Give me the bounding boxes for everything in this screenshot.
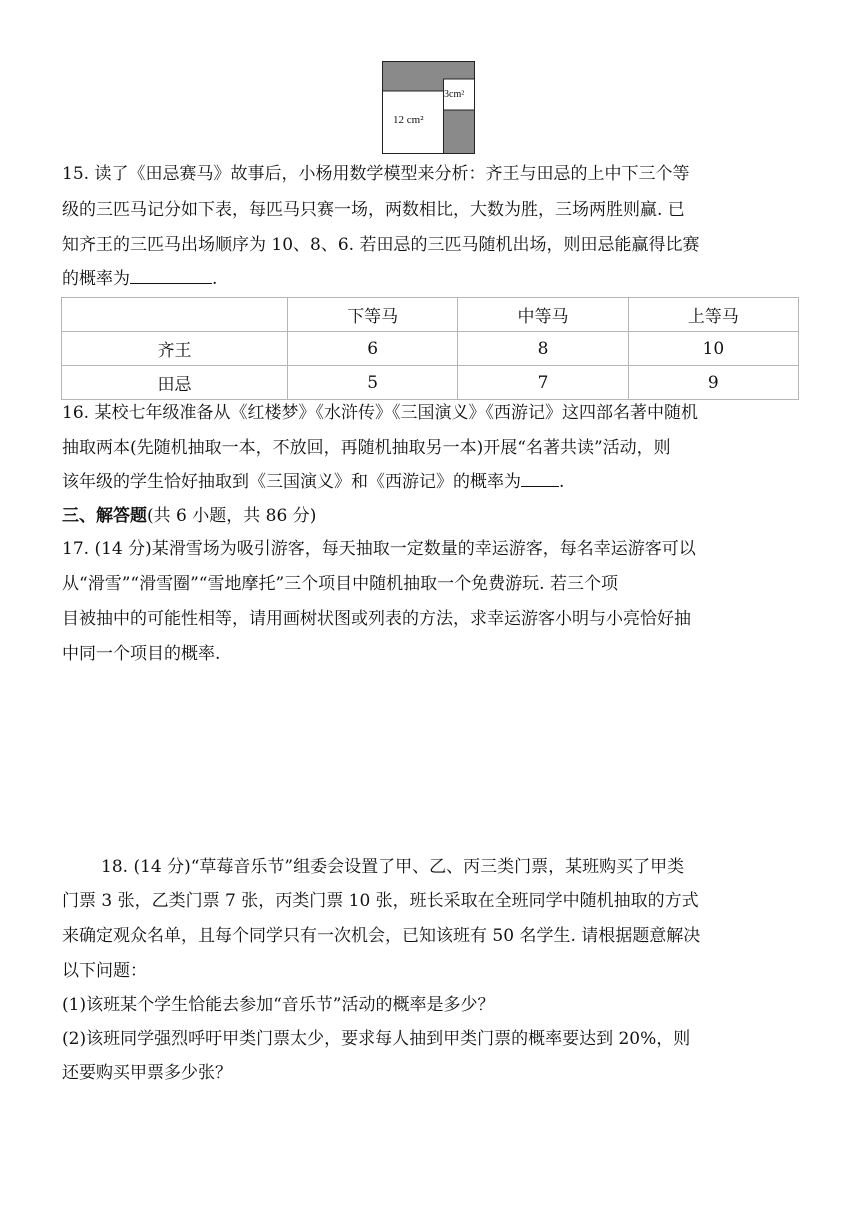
- q17-line-1: 17. (14 分)某滑雪场为吸引游客，每天抽取一定数量的幸运游客，每名幸运游客可以: [62, 539, 696, 559]
- q17-line-2: 从“滑雪”“滑雪圈”“雪地摩托”三个项目中随机抽取一个免费游玩. 若三个项: [62, 574, 618, 594]
- section-title: 三、解答题: [62, 506, 147, 526]
- q18-line-4: 以下问题：: [62, 961, 147, 981]
- section-heading: [62, 501, 802, 531]
- q16-answer-blank[interactable]: [521, 468, 559, 487]
- small-square-label: 3cm²: [444, 89, 465, 100]
- q18-sub-question-2-line-1: (2)该班同学强烈呼吁甲类门票太少，要求每人抽到甲类门票的概率要达到 20%，则: [62, 1029, 691, 1049]
- section-note: (共 6 小题，共 86 分): [147, 506, 317, 526]
- large-square-label: 12 cm²: [393, 114, 424, 126]
- table-row: [62, 366, 799, 400]
- q18-line-2: 门票 3 张，乙类门票 7 张，丙类门票 10 张，班长采取在全班同学中随机抽取的方式: [62, 891, 699, 911]
- square-diagram-svg: [382, 61, 475, 154]
- q16-line-2: 抽取两本(先随机抽取一本，不放回，再随机抽取另一本)开展“名著共读”活动，则: [62, 438, 671, 458]
- q15-line-1: 15. 读了《田忌赛马》故事后，小杨用数学模型来分析：齐王与田忌的上中下三个等: [62, 164, 690, 184]
- q18-sub-question-2-line-2: 还要购买甲票多少张？: [62, 1063, 232, 1083]
- q17-line-3: 目被抽中的可能性相等，请用画树状图或列表的方法，求幸运游客小明与小亮恰好抽: [62, 609, 691, 629]
- table-row: [62, 332, 799, 366]
- table-header-cell: 上等马: [628, 298, 798, 332]
- q15-line-4-prefix: 的概率为: [62, 269, 130, 289]
- table-cell: 7: [458, 366, 628, 400]
- horse-score-table: [61, 297, 799, 400]
- table-cell: 6: [288, 332, 458, 366]
- q15-line-4-suffix: .: [212, 269, 218, 289]
- table-cell: 5: [288, 366, 458, 400]
- q15-answer-blank[interactable]: [130, 265, 212, 284]
- q15-line-2: 级的三匹马记分如下表，每匹马只赛一场，两数相比，大数为胜，三场两胜则赢. 已: [62, 200, 685, 220]
- square-area-diagram: [382, 61, 475, 154]
- q15-line-4: [62, 264, 802, 294]
- q18-sub-question-1: (1)该班某个学生恰能去参加“音乐节”活动的概率是多少？: [62, 995, 495, 1015]
- q15-line-3: 知齐王的三匹马出场顺序为 10、8、6. 若田忌的三匹马随机出场，则田忌能赢得比赛: [62, 235, 700, 255]
- q16-line-3: [62, 467, 802, 497]
- table-header-cell: [62, 298, 288, 332]
- table-cell: 田忌: [62, 366, 288, 400]
- q17-line-4: 中同一个项目的概率.: [62, 644, 221, 664]
- table-cell: 齐王: [62, 332, 288, 366]
- table-header-row: [62, 298, 799, 332]
- q16-line-3-suffix: .: [559, 472, 565, 492]
- table-header-cell: 中等马: [458, 298, 628, 332]
- q16-line-3-prefix: 该年级的学生恰好抽取到《三国演义》和《西游记》的概率为: [62, 472, 521, 492]
- q18-line-1: 18. (14 分)“草莓音乐节”组委会设置了甲、乙、丙三类门票，某班购买了甲类: [101, 857, 685, 877]
- q18-line-3: 来确定观众名单，且每个同学只有一次机会，已知该班有 50 名学生. 请根据题意解决: [62, 926, 701, 946]
- table-cell: 8: [458, 332, 628, 366]
- table-cell: 10: [628, 332, 798, 366]
- q16-line-1: 16. 某校七年级准备从《红楼梦》《水浒传》《三国演义》《西游记》这四部名著中随机: [62, 403, 698, 423]
- table-cell: 9: [628, 366, 798, 400]
- table-header-cell: 下等马: [288, 298, 458, 332]
